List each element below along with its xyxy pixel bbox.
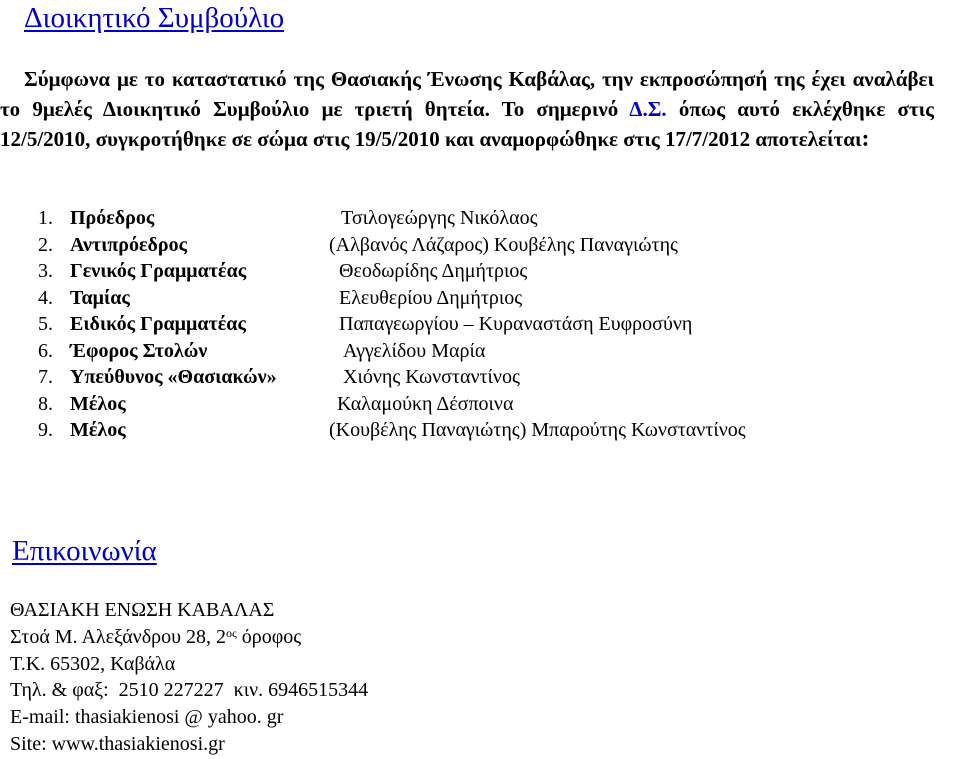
intro-text-1: Σύμφωνα με το καταστατικό της Θασιακής Ένωσης Καβάλας, την εκπροσώπησή της έχει αναλάβει το 9μελές Διοικητικό Συμβούλιο με τριετή θητεία. Το σημερινό [0,67,934,121]
board-name: Παπαγεωργίου – Κυραναστάση Ευφροσύνη [339,313,693,335]
board-member: 5. Ειδικός Γραμματέας Παπαγεωργίου – Κυραναστάση Ευφροσύνη [38,313,693,335]
contact-email: E-mail: thasiakienosi @ yahoo. gr [10,706,284,729]
board-name: Θεοδωρίδης Δημήτριος [339,260,528,282]
contact-heading: Επικοινωνία [12,535,157,567]
board-name: (Αλβανός Λάζαρος) Κουβέλης Παναγιώτης [329,233,678,256]
board-role: Ειδικός Γραμματέας [70,313,246,335]
board-member: 3. Γενικός Γραμματέας Θεοδωρίδης Δημήτριος [38,260,528,282]
board-role: Πρόεδρος [70,207,155,229]
board-name: Ελευθερίου Δημήτριος [339,286,523,309]
board-name: Αγγελίδου Μαρία [343,339,486,362]
board-name: Χιόνης Κωνσταντίνος [343,366,520,388]
board-name: (Κουβέλης Παναγιώτης) Μπαρούτης Κωνσταντίνος [329,419,746,441]
board-name: Τσιλογεώργης Νικόλαος [341,207,538,229]
board-role: Ταμίας [70,286,130,309]
page-title: Διοικητικό Συμβούλιο [24,2,285,34]
board-list [38,205,746,444]
board-role: Μέλος [70,392,126,415]
board-role: Έφορος Στολών [70,339,208,362]
contact-block [10,597,368,758]
intro-paragraph [0,64,934,154]
board-member: 7. Υπεύθυνος «Θασιακών» Χιόνης Κωνσταντίνος [38,366,520,388]
contact-postal: Τ.Κ. 65302, Καβάλα [10,652,176,675]
intro-highlight: Δ.Σ. [629,97,667,121]
board-role: Μέλος [70,419,126,441]
board-member: 2. Αντιπρόεδρος (Αλβανός Λάζαρος) Κουβέλης Παναγιώτης [38,233,678,256]
board-member: 6. Έφορος Στολών Αγγελίδου Μαρία [38,339,486,362]
contact-site: Site: www.thasiakienosi.gr [10,732,225,755]
board-role: Αντιπρόεδρος [70,233,188,256]
intro-colon: : [861,126,870,152]
board-member: 1. Πρόεδρος Τσιλογεώργης Νικόλαος [38,207,538,229]
board-member: 8. Μέλος Καλαμούκη Δέσποινα [38,392,514,415]
intro-text-2: όπως αυτό εκλέχθηκε στις 12/5/2010, συγκροτήθηκε σε σώμα στις 19/5/2010 και αναμορφώθηκε στις 17/7/2012 αποτελείται [0,97,935,151]
contact-phone: Τηλ. & φαξ: 2510 227227 κιν. 6946515344 [10,679,369,702]
contact-address: Στοά Μ. Αλεξάνδρου 28, $2^{o\varsigma}$ όροφος [10,625,302,648]
board-role: Υπεύθυνος «Θασιακών» [70,366,277,388]
board-role: Γενικός Γραμματέας [70,260,247,282]
board-member: 4. Ταμίας Ελευθερίου Δημήτριος [38,286,523,309]
board-name: Καλαμούκη Δέσποινα [337,392,514,415]
board-member: 9. Μέλος (Κουβέλης Παναγιώτης) Μπαρούτης Κωνσταντίνος [38,419,746,441]
contact-org: ΘΑΣΙΑΚΗ ΕΝΩΣΗ ΚΑΒΑΛΑΣ [10,599,275,621]
